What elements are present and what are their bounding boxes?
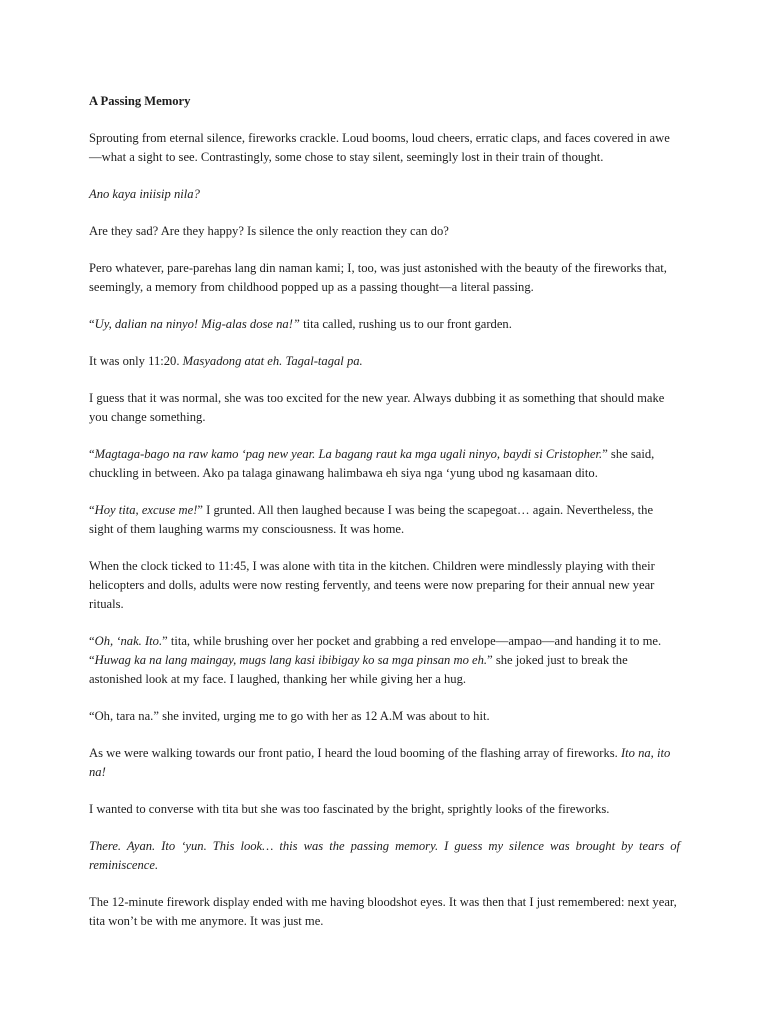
italic-text: Masyadong atat eh. Tagal-tagal pa. — [182, 354, 363, 368]
italic-text: Magtaga-bago na raw kamo ‘pag new year. La bagang raut ka mga ugali ninyo, baydi si Cristopher. — [94, 447, 603, 461]
open-quote: “ — [89, 317, 95, 331]
italic-text: Oh, ‘nak. Ito. — [94, 634, 163, 648]
plain-text: ” tita, while brushing over her pocket and grabbing a red envelope—ampao—and handing it to me. “ — [89, 634, 662, 667]
paragraph-4: Pero whatever, pare-parehas lang din naman kami; I, too, was just astonished with the beauty of the fireworks that, seemingly, a memory from childhood popped up as a passing thought—a literal passing. — [89, 261, 667, 294]
plain-text: ” she said, chuckling in between. Ako pa talaga ginawang halimbawa eh siya nga ‘yung ubod ng kasamaan dito. — [89, 447, 655, 480]
plain-text: As we were walking towards our front patio, I heard the loud booming of the flashing array of fireworks. — [89, 746, 621, 760]
open-quote: “ — [89, 447, 95, 461]
paragraph-15 — [89, 837, 680, 875]
paragraph-1: Sprouting from eternal silence, fireworks crackle. Loud booms, loud cheers, erratic claps, and faces covered in awe—what a sight to see. Contrastingly, some chose to stay silent, seemingly lost in their train of thought. — [89, 131, 670, 164]
open-quote: “ — [89, 503, 95, 517]
italic-text: Ito na, ito na! — [89, 746, 671, 779]
plain-text: It was only 11:20. — [89, 354, 183, 368]
italic-text: Ano kaya iniisip nila? — [89, 187, 200, 201]
paragraph-11 — [89, 632, 680, 689]
italic-text: Hoy tita, excuse me! — [94, 503, 198, 517]
paragraph-8 — [89, 445, 680, 483]
paragraph-6 — [89, 352, 680, 371]
document-title: A Passing Memory — [89, 94, 191, 108]
italic-text: Huwag ka na lang maingay, mugs lang kasi ibibigay ko sa mga pinsan mo eh. — [94, 653, 488, 667]
paragraph-3: Are they sad? Are they happy? Is silence the only reaction they can do? — [89, 224, 449, 238]
open-quote: “ — [89, 634, 95, 648]
paragraph-14: I wanted to converse with tita but she was too fascinated by the bright, sprightly looks of the fireworks. — [89, 802, 610, 816]
paragraph-9 — [89, 501, 680, 539]
plain-text: ” I grunted. All then laughed because I was being the scapegoat… again. Nevertheless, the sight of them laughing warms my consciousness. It was home. — [89, 503, 654, 536]
paragraph-5 — [89, 315, 680, 334]
italic-text: There. Ayan. Ito ‘yun. This look… this was the passing memory. I guess my silence was brought by tears of reminiscence. — [89, 839, 680, 872]
italic-text: Uy, dalian na ninyo! Mig-alas dose na!” — [94, 317, 300, 331]
paragraph-16: The 12-minute firework display ended with me having bloodshot eyes. It was then that I just remembered: next year, tita won’t be with me anymore. It was just me. — [89, 895, 677, 928]
document-page — [89, 92, 680, 949]
plain-text: tita called, rushing us to our front garden. — [299, 317, 512, 331]
paragraph-13 — [89, 744, 680, 782]
paragraph-2 — [89, 185, 680, 204]
paragraph-7: I guess that it was normal, she was too excited for the new year. Always dubbing it as something that should make you change something. — [89, 391, 665, 424]
paragraph-10: When the clock ticked to 11:45, I was alone with tita in the kitchen. Children were mindlessly playing with their helicopters and dolls, adults were now resting fervently, and teens were now preparing for their annual new year rituals. — [89, 559, 655, 611]
plain-text: ” she joked just to break the astonished look at my face. I laughed, thanking her while giving her a hug. — [89, 653, 628, 686]
paragraph-12: “Oh, tara na.” she invited, urging me to go with her as 12 A.M was about to hit. — [89, 709, 490, 723]
